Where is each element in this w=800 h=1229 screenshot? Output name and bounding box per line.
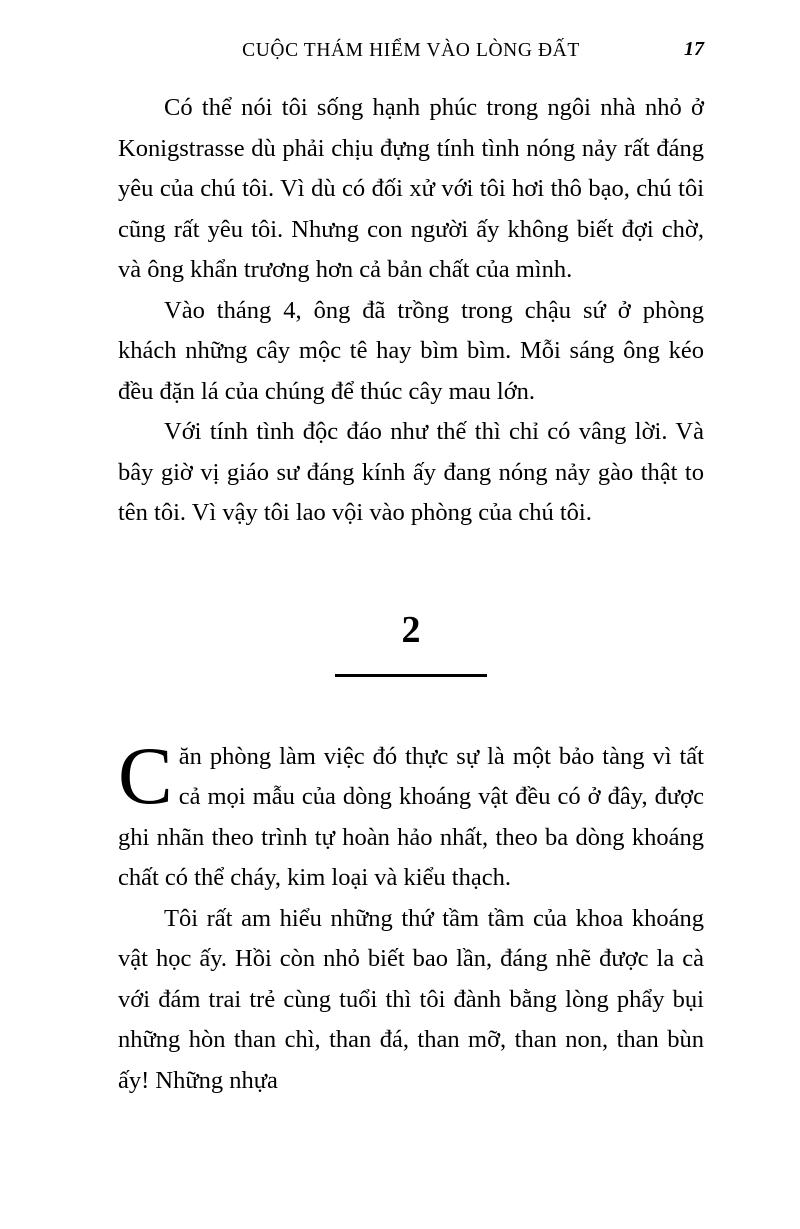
paragraph: Với tính tình độc đáo như thế thì chỉ có vâng lời. Và bây giờ vị giáo sư đáng kính ấy đang nóng nảy gào thật to tên tôi. Vì vậy tôi lao vội vào phòng của chú tôi.	[118, 418, 704, 526]
running-head-title: CUỘC THÁM HIỂM VÀO LÒNG ĐẤT	[242, 40, 580, 61]
paragraph: Tôi rất am hiểu những thứ tầm tầm của khoa khoáng vật học ấy. Hồi còn nhỏ biết bao lần, đáng nhẽ được la cà với đám trai trẻ cùng tuổi thì tôi đành bằng lòng phẩy bụi những hòn than chì, than đá, than mỡ, than non, than bùn ấy! Những nhựa	[118, 904, 704, 1094]
chapter-number: 2	[401, 608, 421, 651]
chapter-opening-paragraph	[118, 729, 704, 899]
chapter-divider-rule	[335, 674, 487, 677]
drop-cap: C	[118, 729, 173, 821]
page-number: 17	[684, 38, 704, 60]
paragraph: Vào tháng 4, ông đã trồng trong chậu sứ ở phòng khách những cây mộc tê hay bìm bìm. Mỗi sáng ông kéo đều đặn lá của chúng để thúc cây mau lớn.	[118, 296, 704, 405]
page-content	[118, 0, 704, 1101]
paragraph: Có thể nói tôi sống hạnh phúc trong ngôi nhà nhỏ ở Konigstrasse dù phải chịu đựng tính tình nóng nảy rất đáng yêu của chú tôi. Vì dù có đối xử với tôi hơi thô bạo, chú tôi cũng rất yêu tôi. Nhưng con người ấy không biết đợi chờ, và ông khẩn trương hơn cả bản chất của mình.	[118, 94, 704, 283]
chapter-opening-text: ăn phòng làm việc đó thực sự là một bảo tàng vì tất cả mọi mẫu của dòng khoáng vật đều có ở đây, được ghi nhãn theo trình tự hoàn hảo nhất, theo ba dòng khoáng chất có thể cháy, kim loại và kiểu thạch.	[118, 742, 704, 891]
body-text	[118, 88, 704, 534]
chapter-heading	[118, 608, 704, 677]
running-head	[118, 40, 704, 66]
